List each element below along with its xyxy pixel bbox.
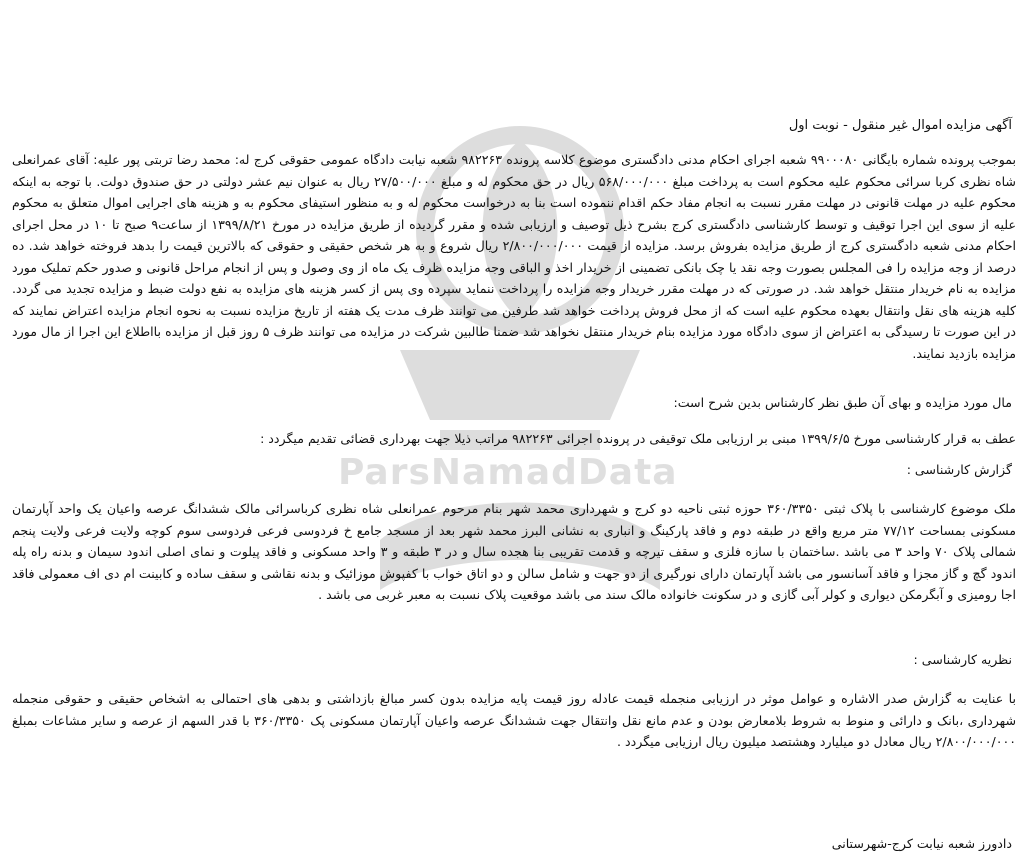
signature-line: دادورز شعبه نیابت کرج-شهرستانی <box>831 836 1012 851</box>
property-heading: مال مورد مزایده و بهای آن طبق نظر کارشناس بدین شرح است: <box>673 395 1012 410</box>
document-title: آگهی مزایده اموال غیر منقول - نوبت اول <box>788 118 1012 133</box>
expert-report-paragraph: ملک موضوع کارشناسی با پلاک ثبتی ۳۶۰/۳۳۵۰ حوزه ثبتی ناحیه دو کرج و شهرداری محمد شهر بنام مرحوم عمرانعلی شاه نظری کرباسرائی مالک ششدانگ عرصه واعیان یک واحد آپارتمان مسکونی بمساحت ۷۷/۱۲ متر مربع واقع در طبقه دوم و فاقد پارکینگ و انباری به نشانی البرز محمد شهر بعد از مسجد جامع خ فردوسی فرعی فردوسی سوم کوچه ولایت فرعی ولایت پنجم شمالی پلاک ۷۰ واحد ۳ می باشد .ساختمان با سازه فلزی و سقف تیرچه و قدمت تقریبی بنا هجده سال و در ۳ طبقه و ۳ واحد مسکونی و فاقد پیلوت و نمای اصلی اندود سیمان و بدنه راه پله اندود گچ و گاز مجزا و فاقد آسانسور می باشد آپارتمان دارای نورگیری از دو جهت و شامل سالن و دو اتاق خواب با کفپوش موزائیک و بدنه نقاشی و سقف ساده و کابینت ام دی اف معمولی فاقد اجا رومیزی و آبگرمکن دیواری و کولر آبی گازی و در سکونت خانواده مالک سند می باشد موقعیت پلاک نسبت به معبر غربی می باشد . <box>12 501 1017 602</box>
expert-opinion-heading: نظریه کارشناسی : <box>913 652 1012 667</box>
auction-notice-paragraph: بموجب پرونده شماره بایگانی ۹۹۰۰۰۸۰ شعبه اجرای احکام مدنی دادگستری موضوع کلاسه پرونده ۹۸۲۲۶۳ شعبه نیابت دادگاه عمومی حقوقی کرج له: محمد رضا تربتی پور علیه: آقای عمرانعلی شاه نظری کربا سرائی محکوم علیه محکوم است به پرداخت مبلغ ۵۶۸/۰۰۰/۰۰۰ ریال در حق محکوم له و مبلغ ۲۷/۵۰۰/۰۰۰ ریال به عنوان نیم عشر دولتی در حق صندوق دولت. با توجه به اینکه محکوم علیه در مهلت قانونی در مهلت مقرر نسبت به انجام مفاد حکم اقدام ننموده است بنا به درخواست محکوم له و به منظور استیفای محکوم به و هزینه های اجرایی اموال متعلق به محکوم علیه از سوی این اجرا توقیف و توسط کارشناسی دادگستری کرج بشرح ذیل توصیف و ارزیابی شده و مقرر گردیده از طریق مزایده در مورخ ۱۳۹۹/۸/۲۱ از ساعت۹ صبح تا ۱۰ در محل اجرای احکام مدنی شعبه دادگستری کرج از طریق مزایده بفروش برسد. مزایده از قیمت ۲/۸۰۰/۰۰۰/۰۰۰ ریال شروع و به هر شخص حقیقی و حقوقی که بالاترین قیمت را بدهد فروخته خواهد شد. ده درصد از وجه مزایده را فی المجلس بصورت وجه نقد یا چک بانکی تضمینی از خریدار اخذ و الباقی وجه مزایده ظرف یک ماه از وی وصول و پس از انجام مراحل قانونی و صدور حکم تملیک مورد مزایده به نام خریدار منتقل خواهد شد. در صورتی که در مهلت مقرر خریدار وجه مزایده را پرداخت ننماید سپرده وی پس از کسر هزینه های مزایده به نفع دولت ضبط و مزایده تجدید می گردد. کلیه هزینه های نقل وانتقال بعهده محکوم علیه است که از محل فروش پرداخت خواهد شد طرفین می توانند ظرف مدت یک هفته از تاریخ مزایده نسبت به نحوه انجام مزایده اعتراض نمایند که در این صورت تا رسیدگی به اعتراض از سوی دادگاه مورد مزایده بنام خریدار منتقل نخواهد شد ضمنا طالبین شرکت در مزایده می توانند ظرف ۵ روز قبل از مزایده بااطلاع این اجرا از مال مورد مزایده بازدید نمایند. <box>12 152 1016 361</box>
expert-opinion-paragraph: با عنایت به گزارش صدر الاشاره و عوامل موثر در ارزیابی منجمله قیمت عادله روز قیمت پایه مزایده بدون کسر مبالغ بازداشتی و بدهی های احتمالی به اشخاص حقیقی و حقوقی منجمله شهرداری ،بانک و دارائی و منوط به شروط بلامعارض بودن و عدم مانع نقل وانتقال جهت ششدانگ عرصه واعیان آپارتمان مسکونی پک ۳۶۰/۳۳۵۰ با قدر السهم از عرصه و سایر مشاعات بمبلغ ۲/۸۰۰/۰۰۰/۰۰۰ ریال معادل دو میلیارد وهشتصد میلیون ریال ارزیابی میگردد . <box>12 691 1016 749</box>
appraisal-intro-paragraph: عطف به قرار کارشناسی مورخ ۱۳۹۹/۶/۵ مبنی بر ارزیابی ملک توقیفی در پرونده اجرائی ۹۸۲۲۶۳ مراتب ذیلا جهت بهرداری قضائی تقدیم میگردد : <box>260 431 1016 446</box>
watermark-text: ParsNamadData <box>338 452 678 493</box>
expert-report-heading: گزارش کارشناسی : <box>906 462 1012 477</box>
